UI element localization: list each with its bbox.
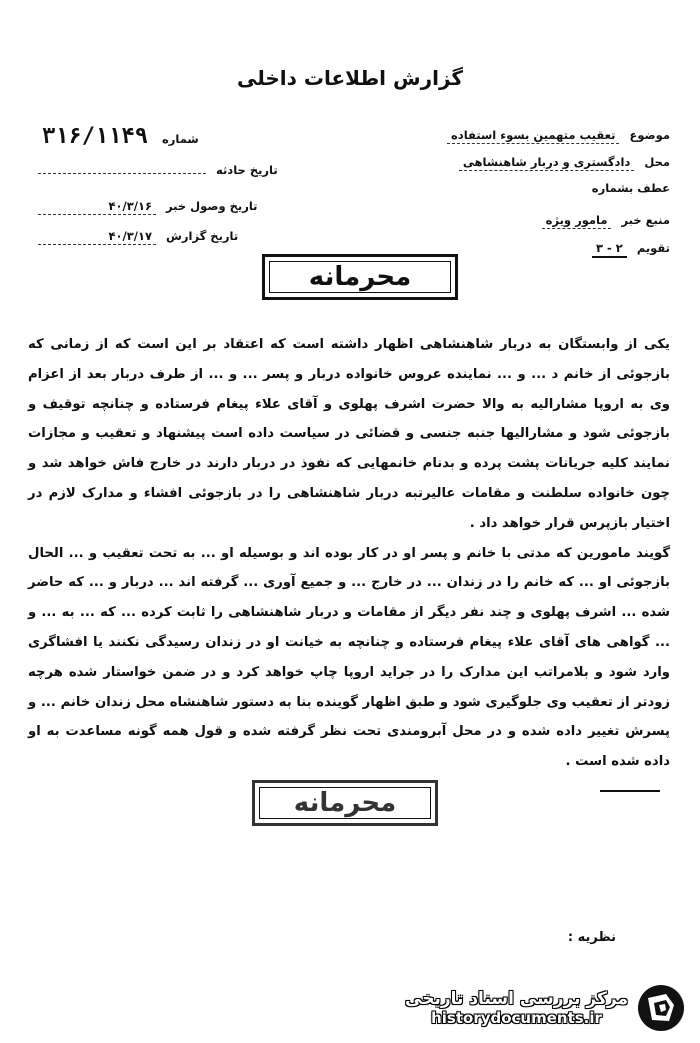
watermark-url: historydocuments.ir [431,1009,602,1027]
place-label: محل [644,155,670,169]
event-date-value [38,172,206,174]
subject-value: تعقیب متهمین بسوء استفاده [447,128,619,144]
rating-row [592,241,670,258]
closing-dash [600,790,660,792]
event-date-row [38,163,278,177]
received-date-value: ۴۰/۳/۱۶ [38,199,156,215]
watermark-title: مرکز بررسی اسناد تاریخی [405,989,628,1009]
event-date-label: تاریخ حادثه [216,163,278,177]
paragraph-2: گویند مامورین که مدتی با خانم و پسر او در کار بوده اند و بوسیله او ... به تحت تعقیب و ... الحال بازجوئی او ... که خانم را در زندان ... در خارج ... و جمیع آوری ... گرفته اند ... دربار و ... که حاضر شده ... اشرف پهلوی و چند نفر دیگر از مقامات و دربار شاهنشاهی را ثابت کرده ... که ... به ... و ... گواهی های آقای علاء پیغام فرستاده و چنانچه به خیانت او در زندان رسیدگی نکنند یا افشاگری وارد شود و بلامراتب این مدارک را در جراید اروپا چاپ خواهد کرد و در ضمن خواستار شده هرچه زودتر از تعقیب وی جلوگیری شود و طبق اظهار گوینده بنا به دستور شاهنشاه محل زندان خانم ... و پسرش تغییر داده شده و در محل آبرومندی تحت نظر گرفته شده و قول همه گونه مساعدت به او داده شده است . [28,545,670,770]
place-value: دادگستری و دربار شاهنشاهی [459,155,634,171]
watermark [405,982,686,1034]
report-body [28,330,670,807]
stamp-top-text: محرمانه [308,262,412,292]
document-title: گزارش اطلاعات داخلی [236,66,464,90]
source-value: مامور ویژه [542,213,612,229]
report-number-row [38,124,199,150]
confidential-stamp-top [262,254,458,300]
reference-label: عطف بشماره [591,181,670,195]
source-row [542,213,670,229]
report-date-label: تاریخ گزارش [166,229,239,243]
report-number-value: ۳۱۶/۱۱۴۹ [42,124,148,149]
subject-label: موضوع [629,128,670,142]
report-date-row [38,229,238,245]
report-number-label: شماره [161,132,199,146]
reference-row [454,181,670,195]
source-label: منبع خبر [621,213,670,227]
confidential-stamp-bottom [252,780,438,826]
reference-value [454,191,582,192]
received-date-row [38,199,257,215]
rating-label: تقویم [636,241,670,255]
place-row [459,155,670,171]
rating-value: ۲ - ۳ [592,241,627,258]
stamp-bottom-text: محرمانه [293,788,397,818]
subject-row [447,128,670,144]
report-date-value: ۴۰/۳/۱۷ [38,229,156,245]
archive-logo-icon [636,983,686,1033]
received-date-label: تاریخ وصول خبر [166,199,258,213]
opinion-label: نظریه : [567,930,616,945]
paragraph-1: یکی از وابستگان به دربار شاهنشاهی اظهار داشته است که اعتقاد بر این است که از زمانی که بازجوئی از خانم د ... و ... نماینده عروس خانواده دربار و پسر ... و ... از طرف دربار بعد از اعزام وی به اروپا مشاراليه به والا حضرت اشرف پهلوی و آقای علاء پیغام فرستاده و چنانچه توقیف و بازجوئی شود و مشاراليها جنبه جنسی و قضائی در سیاست داده است پیشنهاد و تعقیب و مجازات نمایند کلیه جریانات پشت پرده و بدنام خانمهایی که نفوذ در دربار دارند در خارج فاش خواهد شد و چون خانواده سلطنت و مقامات عالیرتبه دربار شاهنشاهی را در بازجوئی افشاء و مدارک لازم در اختیار بازپرس قرار خواهد داد . [28,337,670,531]
